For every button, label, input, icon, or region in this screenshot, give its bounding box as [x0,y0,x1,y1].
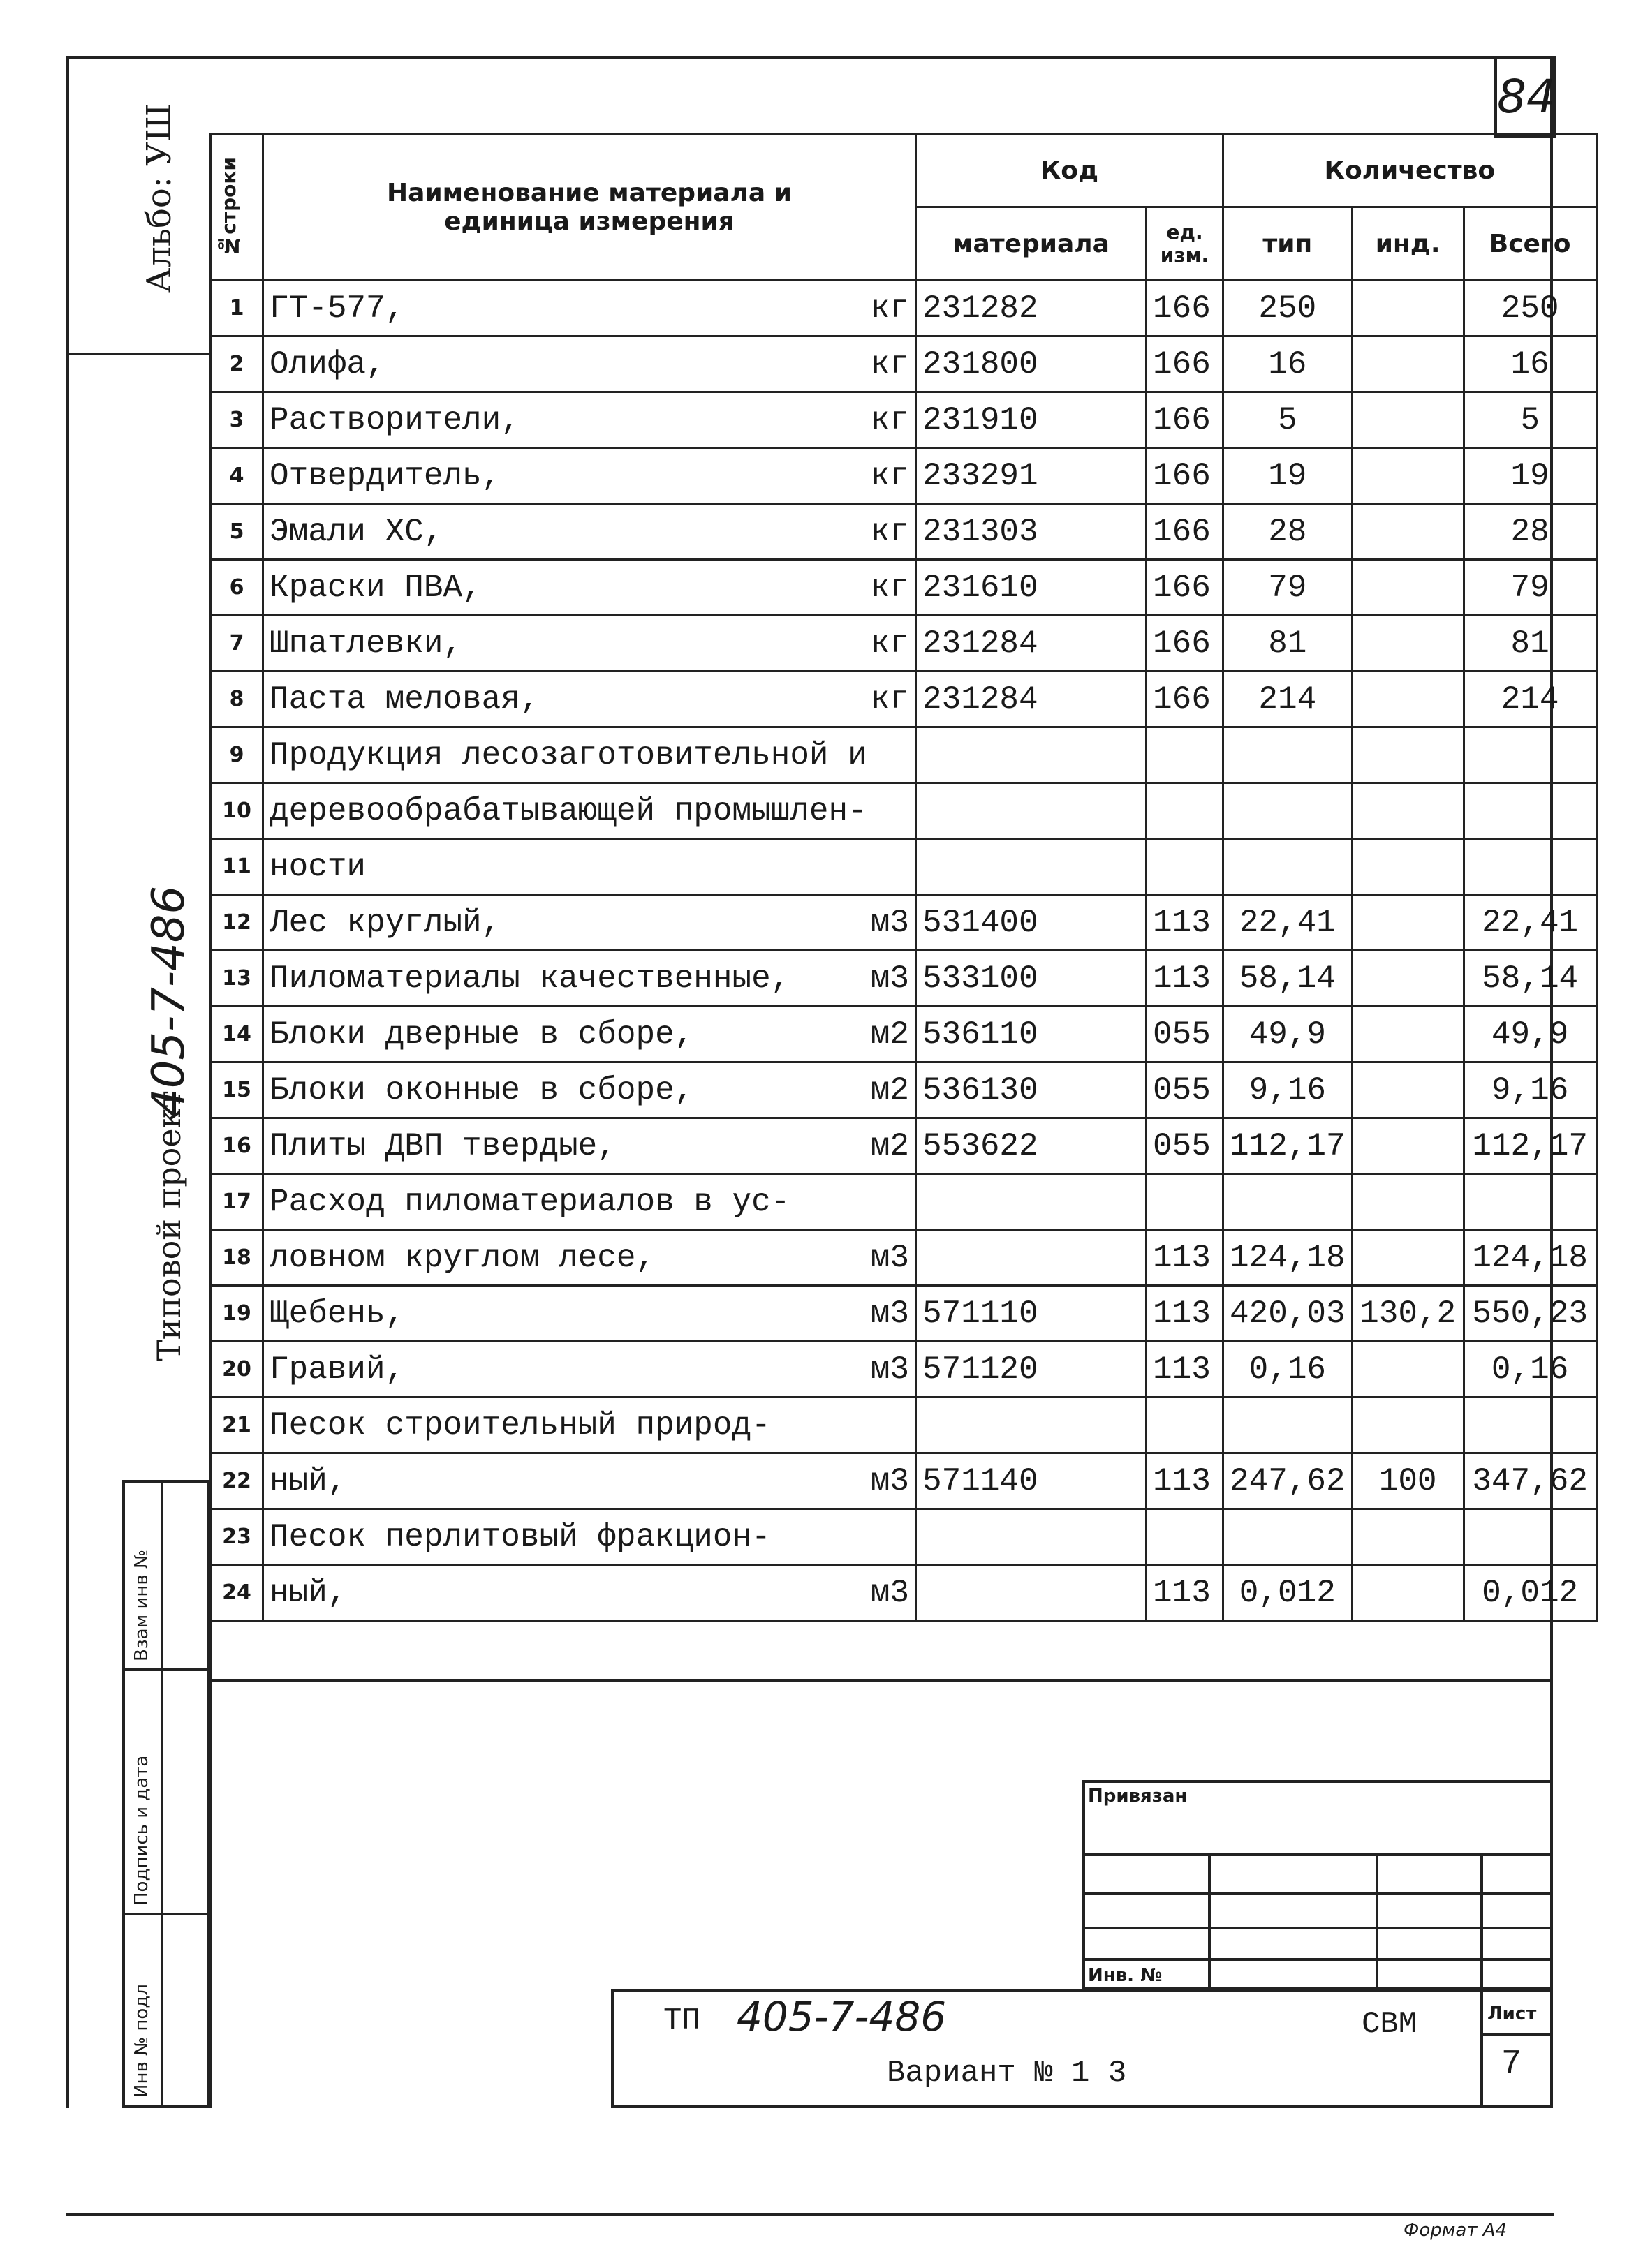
qty-type: 58,14 [1223,951,1353,1007]
qty-total [1464,1509,1596,1565]
material-unit-label: кг [870,569,909,606]
material-name: Эмали ХС, [270,513,443,550]
qty-ind [1352,1007,1464,1062]
table-row [211,1286,1597,1342]
side-box-replace-inv: Взам инв № [131,1550,152,1661]
material-name-cell [263,1453,916,1509]
unit-code: 166 [1147,672,1223,727]
table-row [211,727,1597,783]
unit-code: 113 [1147,951,1223,1007]
qty-total: 79 [1464,560,1596,616]
material-name-cell [263,1286,916,1342]
side-box-inv-orig: Инв № подл [131,1984,152,2098]
header-material-code: материала [916,207,1147,281]
row-number: 9 [211,727,263,783]
row-number: 12 [211,895,263,951]
qty-type: 5 [1223,392,1353,448]
row-number: 4 [211,448,263,504]
material-name: Расход пиломатериалов в ус- [270,1183,790,1220]
table-row [211,672,1597,727]
material-name-cell [263,504,916,560]
material-code: 231284 [916,672,1147,727]
unit-code [1147,1174,1223,1230]
unit-code: 166 [1147,392,1223,448]
unit-code [1147,727,1223,783]
qty-type: 79 [1223,560,1353,616]
table-row [211,1007,1597,1062]
unit-code: 055 [1147,1118,1223,1174]
qty-total: 16 [1464,336,1596,392]
qty-ind [1352,1509,1464,1565]
material-name: Паста меловая, [270,681,540,718]
material-unit-label: кг [870,681,909,718]
material-unit-label: кг [870,346,909,383]
qty-type: 124,18 [1223,1230,1353,1286]
side-stamp-sep2 [122,1913,209,1915]
material-name: Блоки оконные в сборе, [270,1072,694,1109]
footer-line [66,2213,1554,2216]
qty-total: 0,012 [1464,1565,1596,1621]
qty-ind [1352,951,1464,1007]
qty-type: 250 [1223,281,1353,336]
table-row [211,1509,1597,1565]
table-row [211,1174,1597,1230]
material-code: 233291 [916,448,1147,504]
table-row [211,336,1597,392]
material-unit-label: кг [870,457,909,494]
material-code: 571120 [916,1342,1147,1398]
qty-ind [1352,392,1464,448]
inv-label: Инв. № [1088,1965,1163,1986]
material-unit-label: м2 [870,1127,909,1164]
material-code: 231284 [916,616,1147,672]
material-name: деревообрабатывающей промышлен- [270,792,867,829]
qty-type: 49,9 [1223,1007,1353,1062]
row-number: 2 [211,336,263,392]
qty-type: 0,16 [1223,1342,1353,1398]
material-code: 231282 [916,281,1147,336]
sheet-number: 84 [1494,56,1556,138]
doc-number: 405-7-486 [737,1993,947,2040]
material-unit-label: м2 [870,1016,909,1053]
qty-ind [1352,1230,1464,1286]
qty-ind [1352,1174,1464,1230]
material-name-cell [263,895,916,951]
frame-top-line [66,56,1554,59]
material-name-cell [263,951,916,1007]
material-name-cell [263,1509,916,1565]
row-number: 14 [211,1007,263,1062]
material-code: 231800 [916,336,1147,392]
material-name: Песок перлитовый фракцион- [270,1518,771,1555]
doc-variant: Вариант № 1 3 [887,2056,1127,2091]
row-number: 5 [211,504,263,560]
qty-total [1464,1398,1596,1453]
qty-type [1223,783,1353,839]
material-name-cell [263,1398,916,1453]
unit-code: 166 [1147,560,1223,616]
qty-type [1223,1509,1353,1565]
qty-ind [1352,1398,1464,1453]
material-code: 571110 [916,1286,1147,1342]
doc-code: ТП [663,2003,700,2038]
unit-code [1147,1509,1223,1565]
table-bottom-line [209,1679,1553,1682]
side-top-label: Альбо: УШ [140,103,179,293]
qty-ind [1352,1062,1464,1118]
material-name-cell [263,1118,916,1174]
unit-code: 113 [1147,1453,1223,1509]
title-block-sheet-divider [1480,1989,1483,2108]
table-row [211,1453,1597,1509]
row-number: 23 [211,1509,263,1565]
material-code [916,1230,1147,1286]
qty-type [1223,1398,1353,1453]
unit-code: 166 [1147,336,1223,392]
qty-type: 22,41 [1223,895,1353,951]
material-name-cell [263,1174,916,1230]
row-number: 17 [211,1174,263,1230]
material-code [916,1509,1147,1565]
row-number: 13 [211,951,263,1007]
qty-total: 0,16 [1464,1342,1596,1398]
qty-total: 250 [1464,281,1596,336]
material-unit-label: м3 [870,1295,909,1332]
qty-type: 247,62 [1223,1453,1353,1509]
qty-ind [1352,504,1464,560]
qty-total [1464,727,1596,783]
row-number: 18 [211,1230,263,1286]
material-name-cell [263,839,916,895]
material-unit-label: м3 [870,904,909,941]
qty-total [1464,783,1596,839]
qty-type: 112,17 [1223,1118,1353,1174]
table-row [211,616,1597,672]
material-name: Отвердитель, [270,457,501,494]
material-code: 553622 [916,1118,1147,1174]
qty-total: 28 [1464,504,1596,560]
qty-total: 124,18 [1464,1230,1596,1286]
material-name-cell [263,560,916,616]
sheet-value: 7 [1501,2045,1522,2083]
title-block-sheet-sep [1480,2033,1553,2036]
material-unit-label: м3 [870,1574,909,1611]
row-number: 24 [211,1565,263,1621]
side-project-number: 405-7-486 [143,885,195,1117]
doc-section: СВМ [1362,2007,1417,2042]
side-stamp-divider [161,1480,163,2108]
material-unit-label: м3 [870,1462,909,1499]
unit-code: 113 [1147,895,1223,951]
unit-code: 113 [1147,1565,1223,1621]
qty-total: 214 [1464,672,1596,727]
frame-left-line [66,56,69,2108]
material-unit-label: м3 [870,1239,909,1276]
row-number: 16 [211,1118,263,1174]
qty-total [1464,1174,1596,1230]
qty-type [1223,839,1353,895]
material-name: ности [270,848,367,885]
material-name-cell [263,392,916,448]
body-left-line [209,133,212,2108]
material-name-cell [263,727,916,783]
qty-ind [1352,1118,1464,1174]
material-code [916,1565,1147,1621]
material-code: 231303 [916,504,1147,560]
material-name: ный, [270,1574,347,1611]
qty-type [1223,1174,1353,1230]
qty-ind: 130,2 [1352,1286,1464,1342]
row-number: 7 [211,616,263,672]
unit-code: 166 [1147,448,1223,504]
material-code [916,839,1147,895]
unit-code: 166 [1147,616,1223,672]
material-name: Песок строительный природ- [270,1407,771,1444]
table-row [211,783,1597,839]
material-name: Плиты ДВП твердые, [270,1127,617,1164]
sheet-label: Лист [1487,2003,1537,2024]
material-name: Краски ПВА, [270,569,482,606]
material-name: Продукция лесозаготовительной и [270,736,867,773]
table-row [211,1398,1597,1453]
qty-ind: 100 [1352,1453,1464,1509]
material-code: 536130 [916,1062,1147,1118]
header-qty-total: Всего [1464,207,1596,281]
qty-total: 22,41 [1464,895,1596,951]
qty-total: 81 [1464,616,1596,672]
header-qty-ind: инд. [1352,207,1464,281]
tied-col1 [1208,1853,1211,1989]
table-row [211,448,1597,504]
row-number: 6 [211,560,263,616]
material-code: 531400 [916,895,1147,951]
qty-type: 19 [1223,448,1353,504]
material-name: ный, [270,1462,347,1499]
row-number: 11 [211,839,263,895]
qty-total: 5 [1464,392,1596,448]
table-row [211,1062,1597,1118]
material-unit-label: м2 [870,1072,909,1109]
table-row [211,504,1597,560]
material-name-cell [263,1565,916,1621]
header-row-number: №строки [211,134,263,281]
row-number: 8 [211,672,263,727]
table-row [211,1342,1597,1398]
tied-col3 [1480,1853,1483,1989]
row-number: 20 [211,1342,263,1398]
tied-col2 [1376,1853,1378,1989]
material-name-cell [263,783,916,839]
material-name: ловном круглом лесе, [270,1239,656,1276]
unit-code: 055 [1147,1062,1223,1118]
side-separator-line [66,353,209,355]
table-row [211,281,1597,336]
qty-ind [1352,560,1464,616]
materials-table [209,133,1598,1622]
qty-type: 420,03 [1223,1286,1353,1342]
material-unit-label: кг [870,401,909,438]
material-name-cell [263,1230,916,1286]
material-name: Гравий, [270,1351,405,1388]
material-name-cell [263,336,916,392]
header-unit: ед. изм. [1147,207,1223,281]
qty-total: 9,16 [1464,1062,1596,1118]
material-code [916,783,1147,839]
table-row [211,1118,1597,1174]
material-unit-label: кг [870,625,909,662]
unit-code: 113 [1147,1286,1223,1342]
unit-code: 166 [1147,281,1223,336]
table-row [211,839,1597,895]
material-code: 536110 [916,1007,1147,1062]
material-unit-label: кг [870,290,909,327]
qty-ind [1352,281,1464,336]
material-name: Щебень, [270,1295,405,1332]
qty-type: 81 [1223,616,1353,672]
table-row [211,951,1597,1007]
row-number: 21 [211,1398,263,1453]
table-row [211,560,1597,616]
unit-code [1147,839,1223,895]
row-number: 15 [211,1062,263,1118]
qty-total [1464,839,1596,895]
qty-type: 28 [1223,504,1353,560]
qty-ind [1352,336,1464,392]
header-quantity-group: Количество [1223,134,1597,207]
qty-ind [1352,672,1464,727]
qty-ind [1352,895,1464,951]
qty-ind [1352,839,1464,895]
qty-type [1223,727,1353,783]
row-number: 22 [211,1453,263,1509]
side-box-signature-date: Подпись и дата [131,1755,152,1906]
unit-code: 113 [1147,1342,1223,1398]
side-stamp-sep1 [122,1668,209,1671]
material-name-cell [263,1342,916,1398]
material-name-cell [263,616,916,672]
material-name-cell [263,1007,916,1062]
qty-total: 347,62 [1464,1453,1596,1509]
table-row [211,392,1597,448]
unit-code: 055 [1147,1007,1223,1062]
qty-ind [1352,616,1464,672]
material-name: Блоки дверные в сборе, [270,1016,694,1053]
unit-code: 166 [1147,504,1223,560]
table-row [211,895,1597,951]
qty-ind [1352,448,1464,504]
material-name: Олифа, [270,346,385,383]
row-number: 1 [211,281,263,336]
material-name: Растворители, [270,401,520,438]
row-number: 3 [211,392,263,448]
material-name: Пиломатериалы качественные, [270,960,790,997]
qty-total: 49,9 [1464,1007,1596,1062]
header-code-group: Код [916,134,1223,207]
header-material-name: Наименование материала и единица измерения [263,134,916,281]
table-row [211,1230,1597,1286]
material-code: 571140 [916,1453,1147,1509]
material-code: 533100 [916,951,1147,1007]
unit-code: 113 [1147,1230,1223,1286]
qty-type: 214 [1223,672,1353,727]
qty-ind [1352,1565,1464,1621]
material-unit-label: кг [870,513,909,550]
qty-ind [1352,727,1464,783]
material-name: Шпатлевки, [270,625,463,662]
row-number: 10 [211,783,263,839]
material-name-cell [263,281,916,336]
material-name-cell [263,1062,916,1118]
qty-total: 58,14 [1464,951,1596,1007]
material-name: Лес круглый, [270,904,501,941]
qty-type: 16 [1223,336,1353,392]
side-project-label: Типовой проект [150,1090,188,1361]
header-qty-type: тип [1223,207,1353,281]
qty-type: 0,012 [1223,1565,1353,1621]
qty-type: 9,16 [1223,1062,1353,1118]
material-code [916,1398,1147,1453]
material-name-cell [263,448,916,504]
material-code [916,727,1147,783]
material-name: ГТ-577, [270,290,405,327]
qty-ind [1352,1342,1464,1398]
table-row [211,1565,1597,1621]
material-unit-label: м3 [870,1351,909,1388]
qty-total: 112,17 [1464,1118,1596,1174]
material-code: 231610 [916,560,1147,616]
tied-label: Привязан [1088,1786,1188,1807]
material-code: 231910 [916,392,1147,448]
footer-format: Формат А4 [1404,2220,1508,2241]
row-number: 19 [211,1286,263,1342]
material-name-cell [263,672,916,727]
material-code [916,1174,1147,1230]
qty-total: 19 [1464,448,1596,504]
unit-code [1147,1398,1223,1453]
unit-code [1147,783,1223,839]
qty-total: 550,23 [1464,1286,1596,1342]
qty-ind [1352,783,1464,839]
material-unit-label: м3 [870,960,909,997]
